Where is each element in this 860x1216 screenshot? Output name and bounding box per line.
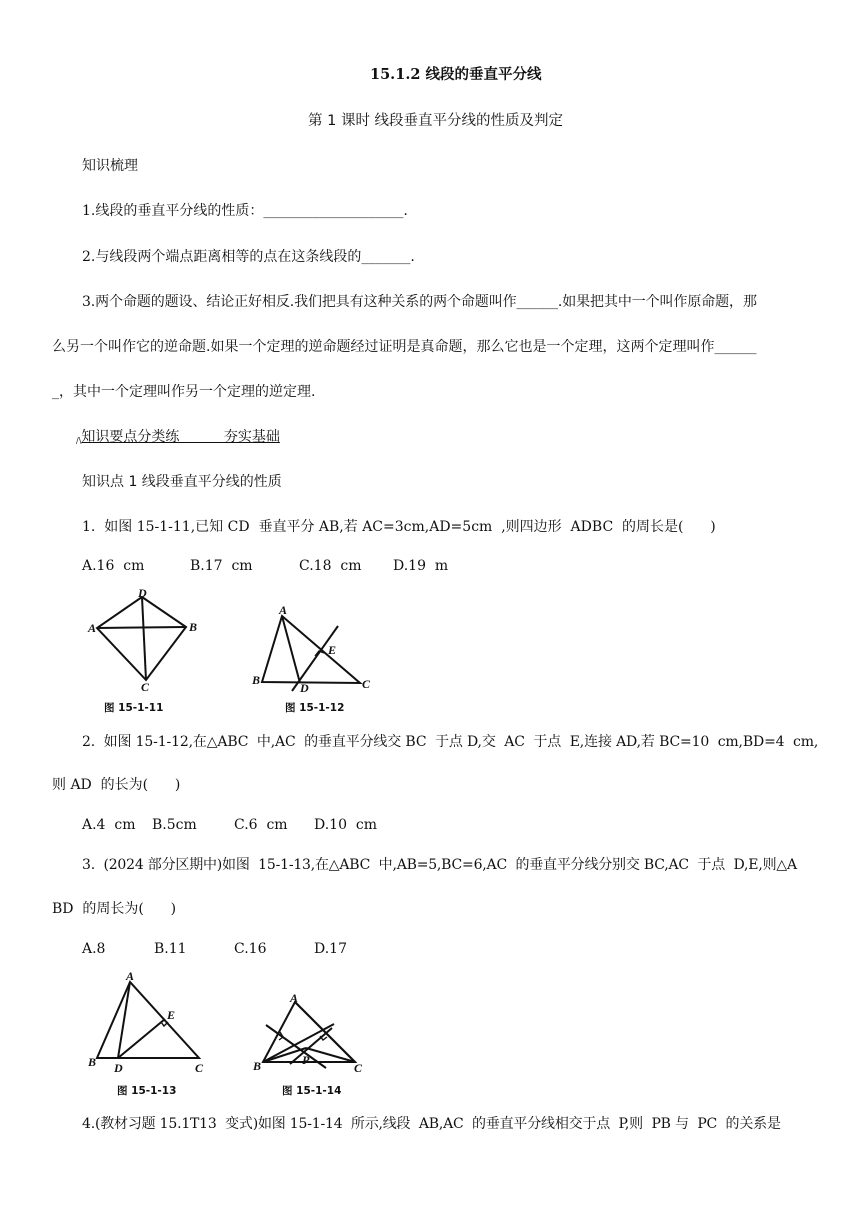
fig14-label-b: B <box>253 1059 262 1073</box>
figure-15-1-11 <box>80 585 220 700</box>
fig11-label-c: D <box>138 586 147 600</box>
fig12-label-b: B <box>252 673 261 687</box>
fig14-label-c: C <box>354 1061 363 1075</box>
q3-option-d: D.17 <box>314 941 347 957</box>
banner-mark: /\ <box>76 436 82 445</box>
section-title: 15.1.2 线段的垂直平分线 <box>370 66 542 83</box>
review-item-1: 1.线段的垂直平分线的性质：____________________. <box>82 203 408 219</box>
fig13-label-b: B <box>88 1055 97 1069</box>
q3-stem-line-1: 3. (2024 部分区期中)如图 15-1-13,在△ABC 中,AB=5,BC=6,AC 的垂直平分线分别交 BC,AC 于点 D,E,则△A <box>82 857 797 873</box>
q3-option-b: B.11 <box>154 941 187 957</box>
knowledge-point-1: 知识点 1 线段垂直平分线的性质 <box>82 474 282 490</box>
figure-15-1-13 <box>85 970 215 1080</box>
lesson-title: 第 1 课时 线段垂直平分线的性质及判定 <box>308 113 564 129</box>
fig13-label-d: D <box>114 1061 123 1075</box>
fig14-label-p: P <box>302 1053 310 1067</box>
q3-stem-line-2: BD 的周长为( ) <box>52 901 177 917</box>
figure-15-1-14-caption: 图 15-1-14 <box>282 1085 342 1097</box>
fig12-label-e: E <box>328 643 337 657</box>
q4-stem-line-1: 4.(教材习题 15.1T13 变式)如图 15-1-14 所示,线段 AB,AC 的垂直平分线相交于点 P,则 PB 与 PC 的关系是 <box>82 1116 781 1132</box>
q3-option-a: A.8 <box>82 941 106 957</box>
fig14-label-a: A <box>290 991 299 1005</box>
fig12-label-c: C <box>362 677 371 691</box>
figure-15-1-13-caption: 图 15-1-13 <box>117 1085 177 1097</box>
q3-option-c: C.16 <box>234 941 267 957</box>
q2-stem-line-1: 2. 如图 15-1-12,在△ABC 中,AC 的垂直平分线交 BC 于点 D,交 AC 于点 E,连接 AD,若 BC=10 cm,BD=4 cm, <box>82 734 819 750</box>
fig11-label-d: C <box>141 680 150 694</box>
fig13-label-a: A <box>126 969 135 983</box>
fig12-label-a: A <box>279 603 288 617</box>
review-label: 知识梳理 <box>82 158 138 174</box>
figure-15-1-12-caption: 图 15-1-12 <box>285 702 345 714</box>
q1-option-a: A.16 cm <box>82 558 145 574</box>
q2-stem-line-2: 则 AD 的长为( ) <box>52 777 181 793</box>
q1-option-c: C.18 cm <box>299 558 362 574</box>
fig13-label-e: E <box>167 1008 176 1022</box>
q1-stem: 1. 如图 15-1-11,已知 CD 垂直平分 AB,若 AC=3cm,AD=5cm ,则四边形 ADBC 的周长是( ) <box>82 519 716 535</box>
q2-option-d: D.10 cm <box>314 817 378 833</box>
q2-option-b: B.5cm <box>152 817 197 833</box>
review-item-3-line-2: 么另一个叫作它的逆命题.如果一个定理的逆命题经过证明是真命题，那么它也是一个定理，这两个定理叫作______ <box>52 339 757 355</box>
practice-banner <box>76 428 280 450</box>
q1-option-b: B.17 cm <box>190 558 253 574</box>
figure-15-1-11-caption: 图 15-1-11 <box>104 702 164 714</box>
q1-option-d: D.19 m <box>393 558 449 574</box>
fig11-label-a: A <box>88 621 97 635</box>
review-item-3-line-1: 3.两个命题的题设、结论正好相反.我们把具有这种关系的两个命题叫作______.如果把其中一个叫作原命题，那 <box>82 294 757 310</box>
q2-option-c: C.6 cm <box>234 817 288 833</box>
figure-15-1-12 <box>245 600 385 700</box>
fig11-label-b: B <box>189 620 198 634</box>
fig13-label-c: C <box>195 1061 204 1075</box>
banner-text: 知识要点分类练 夯实基础 <box>81 429 280 445</box>
review-item-2: 2.与线段两个端点距离相等的点在这条线段的_______. <box>82 249 415 265</box>
fig12-label-d: D <box>300 681 309 695</box>
q2-option-a: A.4 cm <box>82 817 136 833</box>
figure-15-1-14 <box>250 990 370 1080</box>
review-item-3-line-3: _，其中一个定理叫作另一个定理的逆定理. <box>52 384 316 400</box>
